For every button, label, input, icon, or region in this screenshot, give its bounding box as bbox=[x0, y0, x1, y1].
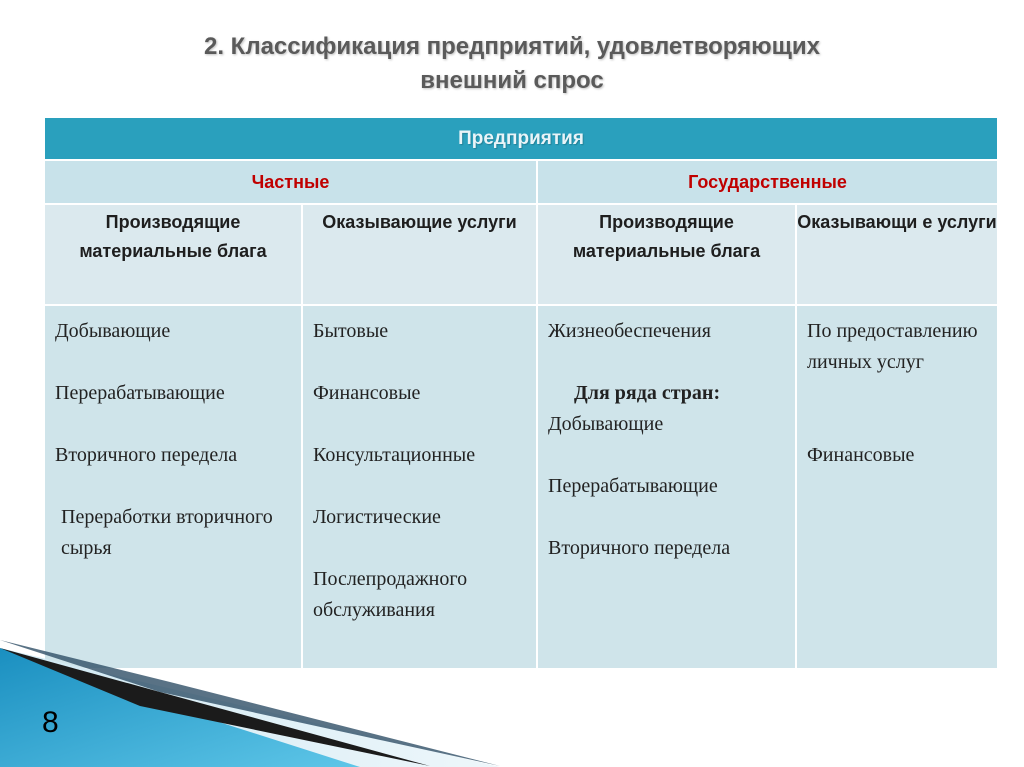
list-item: Финансовые bbox=[313, 382, 421, 404]
list-item: Вторичного передела bbox=[548, 537, 731, 559]
list-item: Переработки вторичного сырья bbox=[61, 506, 273, 559]
cell-private-goods bbox=[44, 305, 302, 669]
list-item: Консультационные bbox=[313, 444, 476, 466]
list-item: Вторичного передела bbox=[55, 444, 238, 466]
slide-title bbox=[0, 30, 1024, 98]
list-item: Перерабатывающие bbox=[55, 382, 225, 404]
list-item: Перерабатывающие bbox=[548, 475, 718, 497]
list-item: Бытовые bbox=[313, 320, 389, 342]
cell-state-goods bbox=[537, 305, 796, 669]
column-header-state-services: Оказывающи е услуги bbox=[796, 204, 998, 305]
page-number: 8 bbox=[42, 706, 59, 739]
list-item: Послепродажного обслуживания bbox=[313, 568, 468, 621]
slide-title-line-2: внешний спрос bbox=[420, 67, 604, 94]
list-item: Жизнеобеспечения bbox=[548, 320, 711, 342]
column-header-private-goods: Производящие материальные блага bbox=[44, 204, 302, 305]
group-header-private: Частные bbox=[44, 160, 537, 204]
note-some-countries: Для ряда стран: bbox=[574, 382, 721, 404]
list-item: По предоставлению личных услуг bbox=[807, 320, 978, 373]
list-item: Добывающие bbox=[548, 413, 664, 435]
group-header-state: Государственные bbox=[537, 160, 998, 204]
list-item: Добывающие bbox=[55, 320, 171, 342]
classification-table bbox=[43, 116, 999, 670]
slide-title-line-1: 2. Классификация предприятий, удовлетворяющих bbox=[203, 33, 820, 60]
column-header-private-services: Оказывающие услуги bbox=[302, 204, 537, 305]
decorative-swoosh bbox=[0, 640, 520, 767]
list-item: Финансовые bbox=[807, 444, 915, 466]
cell-private-services bbox=[302, 305, 537, 669]
list-item: Логистические bbox=[313, 506, 441, 528]
column-header-state-goods: Производящие материальные блага bbox=[537, 204, 796, 305]
cell-state-services bbox=[796, 305, 998, 669]
table-header-enterprises: Предприятия bbox=[44, 117, 998, 160]
